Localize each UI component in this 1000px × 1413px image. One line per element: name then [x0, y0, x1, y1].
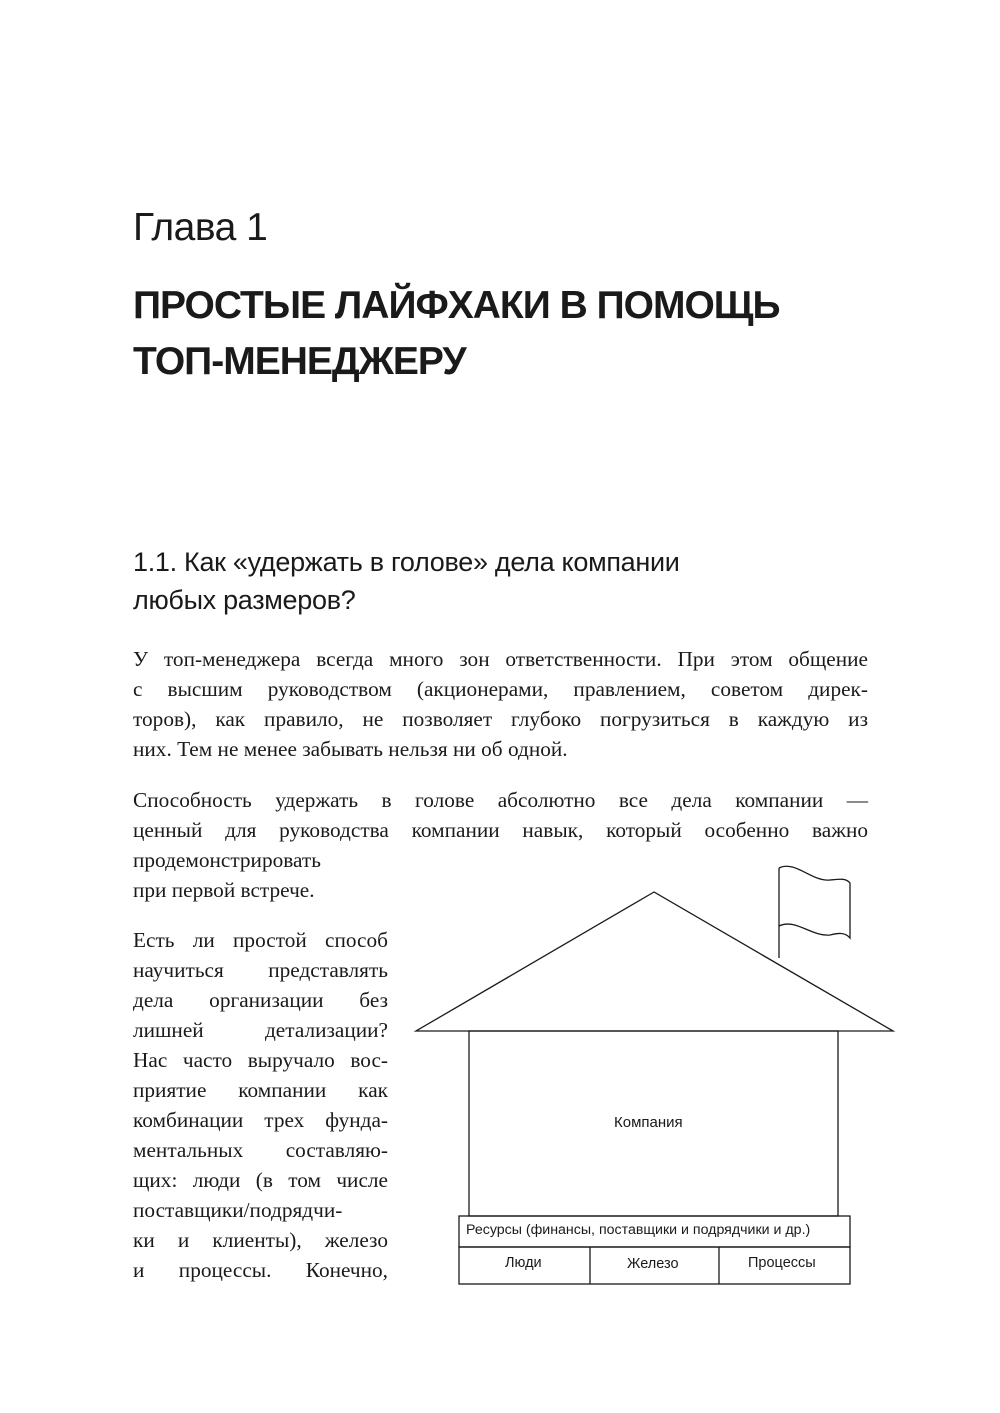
text-line: комбинации трех фунда-: [133, 1108, 388, 1132]
chapter-label: Глава 1: [133, 206, 268, 249]
text-line: торов), как правило, не позволяет глубоко погрузиться в каждую из: [133, 707, 868, 731]
resources-label: Ресурсы (финансы, поставщики и подрядчики и др.): [466, 1222, 811, 1238]
text-line: ки и клиенты), железо: [133, 1228, 388, 1252]
house-roof: [416, 892, 893, 1031]
text-line: поставщики/подрядчи-: [133, 1198, 343, 1222]
text-line: щих: люди (в том числе: [133, 1168, 388, 1192]
pillar-label-people: Люди: [505, 1255, 542, 1271]
text-line: научиться представлять: [133, 958, 388, 982]
text-line: ценный для руководства компании навык, который особенно важно: [133, 818, 868, 842]
text-line: ментальных составляю-: [133, 1138, 388, 1162]
text-line: Есть ли простой способ: [133, 928, 388, 952]
text-line: при первой встрече.: [133, 878, 315, 902]
section-title-line: любых размеров?: [133, 585, 356, 615]
text-line: У топ-менеджера всегда много зон ответственности. При этом общение: [133, 647, 868, 671]
text-line: и процессы. Конечно,: [133, 1258, 388, 1282]
flag-icon: [779, 866, 850, 958]
pillar-label-processes: Процессы: [748, 1255, 816, 1271]
text-line: приятие компании как: [133, 1078, 388, 1102]
text-line: Способность удержать в голове абсолютно все дела компании —: [133, 788, 868, 812]
text-line: лишней детализации?: [133, 1018, 388, 1042]
chapter-title-line: ТОП-МЕНЕДЖЕРУ: [133, 340, 466, 383]
text-line: дела организации без: [133, 988, 388, 1012]
pillar-label-hardware: Железо: [627, 1256, 679, 1272]
text-line: них. Тем не менее забывать нельзя ни об одной.: [133, 737, 568, 761]
chapter-title-line: ПРОСТЫЕ ЛАЙФХАКИ В ПОМОЩЬ: [133, 284, 780, 327]
house-label: Компания: [614, 1114, 683, 1131]
text-line: продемонстрировать: [133, 848, 321, 872]
text-line: с высшим руководством (акционерами, правлением, советом дирек-: [133, 677, 868, 701]
section-title-line: 1.1. Как «удержать в голове» дела компании: [133, 547, 680, 577]
text-line: Нас часто выручало вос-: [133, 1048, 388, 1072]
